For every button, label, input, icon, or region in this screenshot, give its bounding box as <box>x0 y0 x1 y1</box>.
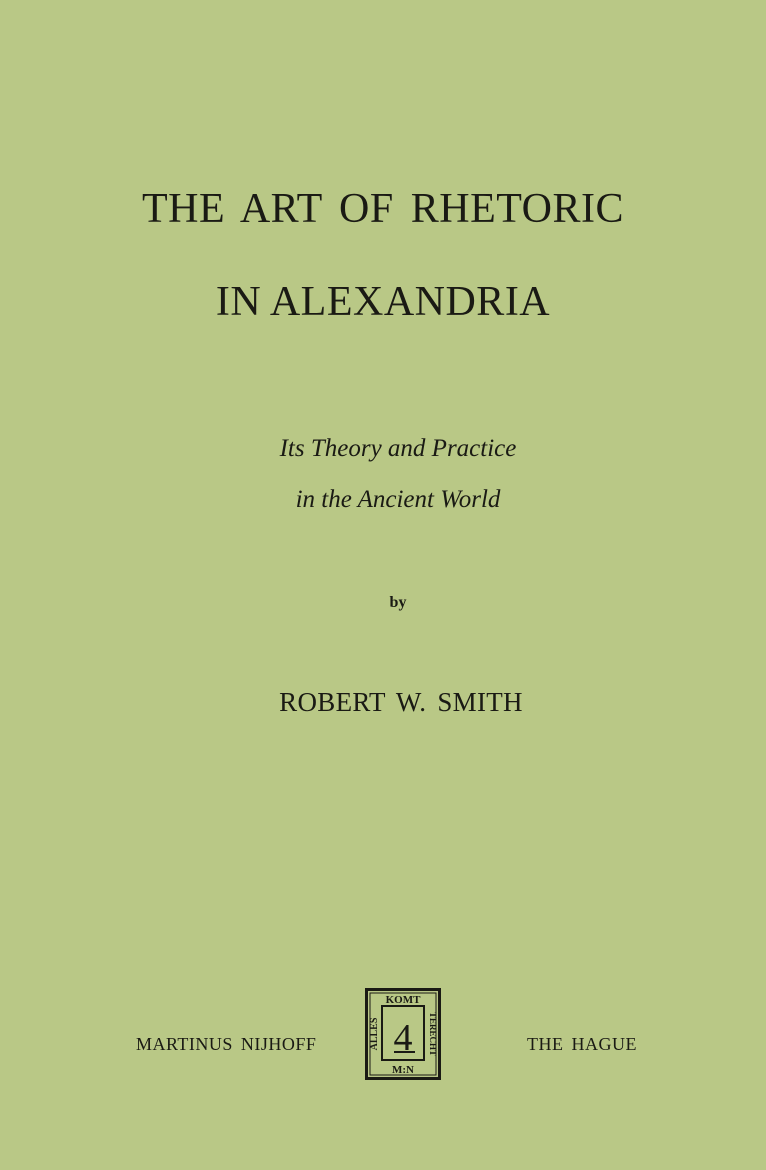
device-right-text: TERECHT <box>428 1011 438 1057</box>
publisher-device-logo <box>365 988 441 1080</box>
device-left-text: ALLES <box>369 1017 380 1051</box>
title-line-2: IN ALEXANDRIA <box>215 279 551 325</box>
title-line-1: THE ART OF RHETORIC <box>142 186 624 232</box>
device-top-text: KOMT <box>385 994 421 1006</box>
publisher-city: THE HAGUE <box>527 1034 637 1054</box>
author-name: ROBERT W. SMITH <box>279 687 523 717</box>
publisher-name: MARTINUS NIJHOFF <box>136 1034 317 1054</box>
byline: by <box>389 594 407 611</box>
device-bottom-text: M:N <box>392 1064 414 1076</box>
subtitle-line-1: Its Theory and Practice <box>279 435 517 462</box>
subtitle-line-2: in the Ancient World <box>295 486 501 513</box>
device-center-numeral: 4 <box>393 1017 413 1059</box>
